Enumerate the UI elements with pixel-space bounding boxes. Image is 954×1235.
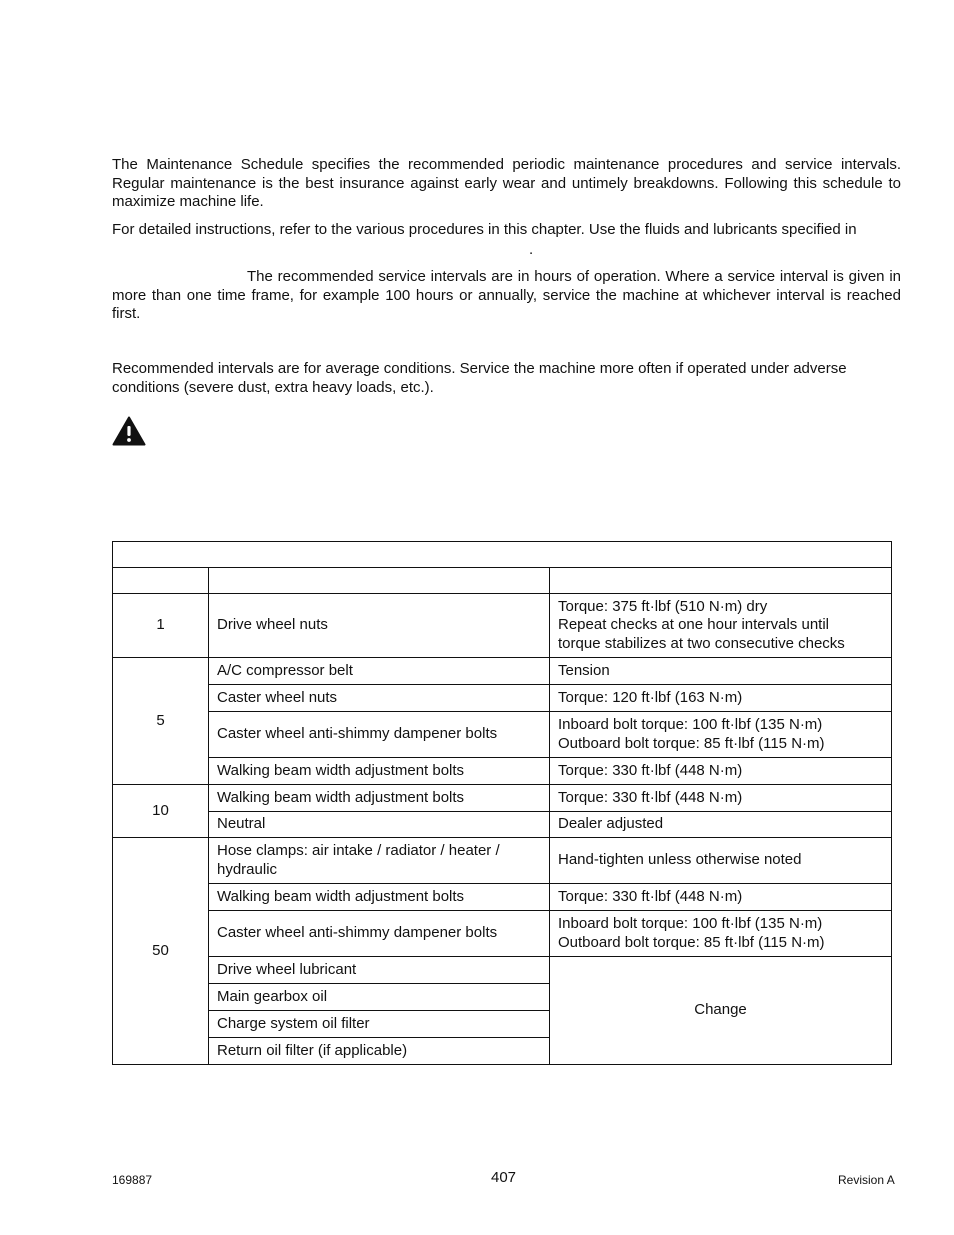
maintenance-schedule-table [112,541,892,1065]
header-interval-cell [113,568,209,594]
item-line: hydraulic [217,860,278,878]
table-row [113,712,892,758]
intro-paragraph-schedule: The Maintenance Schedule specifies the recommended periodic maintenance procedures and service intervals. Regular maintenance is the best insurance against early wear and untimely breakdowns. Following this schedule to maximize machine life. [112,156,901,210]
action-cell: Dealer adjusted [550,812,892,838]
warning-triangle-icon [112,416,146,446]
interval-cell: 50 [113,838,209,1065]
action-line: Inboard bolt torque: 100 ft·lbf (135 N·m) [558,716,823,733]
action-line: Inboard bolt torque: 100 ft·lbf (135 N·m) [558,915,823,932]
item-cell: Caster wheel anti-shimmy dampener bolts [209,911,550,957]
item-cell: Charge system oil filter [209,1011,550,1038]
action-cell: Torque: 330 ft·lbf (448 N·m) [550,785,892,812]
table-row [113,658,892,685]
item-cell: Caster wheel anti-shimmy dampener bolts [209,712,550,758]
table-row [113,838,892,884]
table-row [113,884,892,911]
header-action-cell [550,568,892,594]
action-cell: Hand-tighten unless otherwise noted [550,838,892,884]
item-cell: Walking beam width adjustment bolts [209,758,550,785]
intro-paragraph-conditions: Recommended intervals are for average conditions. Service the machine more often if operated under adverse conditions (severe dust, extra heavy loads, etc.). [112,360,847,396]
table-row [113,685,892,712]
action-line: Outboard bolt torque: 85 ft·lbf (115 N·m) [558,734,825,752]
page-number: 407 [491,1169,517,1186]
intro-paragraph-intervals [112,268,901,324]
item-line: Hose clamps: air intake / radiator / heater / [217,842,500,859]
instructions-end-period: . [529,241,534,258]
action-cell [550,712,892,758]
interval-cell: 1 [113,594,209,658]
document-number: 169887 [112,1173,153,1187]
item-cell [209,838,550,884]
intervals-text: The recommended service intervals are in hours of operation. Where a service interval is given in more than one time frame, for example 100 hours or annually, service the machine at whichever interval is reached first. [112,268,901,322]
interval-cell: 5 [113,658,209,785]
item-cell: Drive wheel nuts [209,594,550,658]
action-line: torque stabilizes at two consecutive checks [558,634,845,652]
action-cell [550,911,892,957]
revision-label: Revision A [838,1173,895,1187]
table-header-row [113,568,892,594]
item-cell: Caster wheel nuts [209,685,550,712]
action-line: Outboard bolt torque: 85 ft·lbf (115 N·m) [558,933,825,951]
action-cell: Change [550,957,892,1065]
table-row [113,785,892,812]
action-cell: Torque: 330 ft·lbf (448 N·m) [550,758,892,785]
table-title-cell [113,542,892,568]
action-cell: Tension [550,658,892,685]
action-cell: Torque: 330 ft·lbf (448 N·m) [550,884,892,911]
item-cell: Return oil filter (if applicable) [209,1038,550,1065]
item-cell: A/C compressor belt [209,658,550,685]
action-line: Repeat checks at one hour intervals until [558,616,829,634]
table-row [113,758,892,785]
item-cell: Drive wheel lubricant [209,957,550,984]
header-item-cell [209,568,550,594]
table-row [113,594,892,658]
item-cell: Walking beam width adjustment bolts [209,785,550,812]
table-row [113,812,892,838]
interval-cell: 10 [113,785,209,838]
item-cell: Neutral [209,812,550,838]
item-cell: Walking beam width adjustment bolts [209,884,550,911]
table-title-row [113,542,892,568]
action-cell: Torque: 120 ft·lbf (163 N·m) [550,685,892,712]
item-cell: Main gearbox oil [209,984,550,1011]
table-row [113,957,892,984]
action-line: Torque: 375 ft·lbf (510 N·m) dry [558,597,768,615]
action-cell [550,594,892,658]
table-row [113,911,892,957]
intro-paragraph-instructions: For detailed instructions, refer to the various procedures in this chapter. Use the fluids and lubricants specified in [112,221,857,238]
